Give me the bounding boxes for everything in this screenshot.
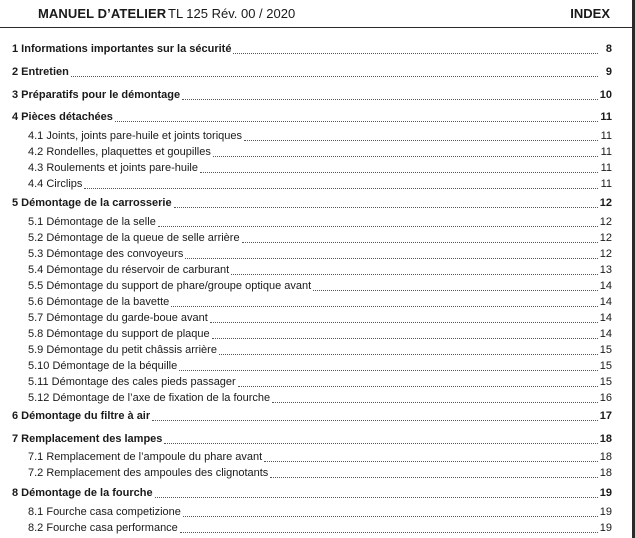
- dot-leader: [244, 140, 598, 141]
- toc-entry-5-10[interactable]: [28, 357, 612, 373]
- toc-entry-label: 6 Démontage du filtre à air: [12, 410, 151, 422]
- toc-entry-label: 4.2 Rondelles, plaquettes et goupilles: [28, 146, 211, 158]
- toc-entry-section-8[interactable]: [12, 484, 612, 500]
- toc-entry-5-12[interactable]: [28, 389, 612, 405]
- toc-entry-section-7[interactable]: [12, 430, 612, 446]
- toc-page-number: 15: [599, 344, 612, 356]
- toc-entry-4-3[interactable]: [28, 159, 612, 175]
- dot-leader: [210, 322, 598, 323]
- toc-entry-5-7[interactable]: [28, 309, 612, 325]
- toc-entry-4-1[interactable]: [28, 127, 612, 143]
- dot-leader: [200, 172, 598, 173]
- toc-entry-7-2[interactable]: [28, 464, 612, 480]
- toc-entry-label: 7.2 Remplacement des ampoules des clignotants: [28, 467, 269, 479]
- toc-page-number: 14: [599, 280, 612, 292]
- toc-entry-label: 5.7 Démontage du garde-boue avant: [28, 312, 208, 324]
- toc-page-number: 14: [599, 296, 612, 308]
- toc-entry-label: 5 Démontage de la carrosserie: [12, 197, 172, 209]
- toc-entry-label: 2 Entretien: [12, 66, 69, 78]
- toc-entry-label: 7 Remplacement des lampes: [12, 433, 163, 445]
- toc-page-number: 17: [599, 410, 612, 422]
- toc-entry-4-2[interactable]: [28, 143, 612, 159]
- toc-entry-5-5[interactable]: [28, 277, 612, 293]
- toc-page-number: 11: [600, 130, 612, 142]
- toc-entry-label: 5.9 Démontage du petit châssis arrière: [28, 344, 217, 356]
- toc-entry-7-1[interactable]: [28, 448, 612, 464]
- toc-entry-section-1[interactable]: [12, 40, 612, 56]
- dot-leader: [183, 516, 598, 517]
- toc-entry-5-8[interactable]: [28, 325, 612, 341]
- dot-leader: [270, 477, 597, 478]
- toc-entry-label: 5.8 Démontage du support de plaque: [28, 328, 210, 340]
- dot-leader: [213, 156, 598, 157]
- dot-leader: [238, 386, 598, 387]
- dot-leader: [164, 443, 597, 444]
- dot-leader: [185, 258, 597, 259]
- toc-entry-label: 4 Pièces détachées: [12, 111, 113, 123]
- toc-page-number: 19: [599, 506, 612, 518]
- dot-leader: [115, 121, 598, 122]
- toc-entry-5-1[interactable]: [28, 213, 612, 229]
- manual-title: MANUEL D’ATELIER: [38, 6, 167, 21]
- toc-entry-label: 5.6 Démontage de la bavette: [28, 296, 170, 308]
- document-reference: TL 125 Rév. 00 / 2020: [168, 6, 296, 21]
- dot-leader: [71, 76, 598, 77]
- toc-entry-5-4[interactable]: [28, 261, 612, 277]
- toc-page-number: 9: [605, 66, 612, 78]
- dot-leader: [158, 226, 598, 227]
- toc-page-number: 11: [600, 178, 612, 190]
- toc-page-number: 14: [599, 328, 612, 340]
- toc-page-number: 18: [599, 451, 612, 463]
- toc-entry-section-5[interactable]: [12, 194, 612, 210]
- dot-leader: [179, 370, 598, 371]
- toc-entry-label: 5.5 Démontage du support de phare/groupe optique avant: [28, 280, 312, 292]
- toc-entry-label: 8.2 Fourche casa performance: [28, 522, 178, 534]
- toc-page-number: 12: [599, 197, 612, 209]
- toc-entry-label: 3 Préparatifs pour le démontage: [12, 89, 181, 101]
- dot-leader: [212, 338, 598, 339]
- toc-entry-label: 5.11 Démontage des cales pieds passager: [28, 376, 236, 388]
- toc-entry-label: 4.4 Circlips: [28, 178, 83, 190]
- toc-entry-label: 7.1 Remplacement de l’ampoule du phare avant: [28, 451, 263, 463]
- toc-page-number: 14: [599, 312, 612, 324]
- dot-leader: [233, 53, 598, 54]
- toc-page-number: 15: [599, 360, 612, 372]
- toc-entry-5-9[interactable]: [28, 341, 612, 357]
- toc-entry-label: 4.1 Joints, joints pare-huile et joints toriques: [28, 130, 243, 142]
- index-label: INDEX: [570, 6, 610, 21]
- toc-page-number: 13: [599, 264, 612, 276]
- dot-leader: [313, 290, 598, 291]
- toc-page-number: 11: [600, 111, 612, 123]
- toc-entry-label: 5.3 Démontage des convoyeurs: [28, 248, 184, 260]
- toc-entry-label: 1 Informations importantes sur la sécurité: [12, 43, 232, 55]
- toc-page-number: 18: [599, 433, 612, 445]
- dot-leader: [180, 532, 598, 533]
- toc-entry-section-4[interactable]: [12, 108, 612, 124]
- dot-leader: [152, 420, 598, 421]
- toc-page-number: 15: [599, 376, 612, 388]
- toc-entry-label: 5.1 Démontage de la selle: [28, 216, 156, 228]
- toc-page-number: 18: [599, 467, 612, 479]
- toc-page-number: 11: [600, 162, 612, 174]
- dot-leader: [264, 461, 598, 462]
- toc-entry-label: 5.4 Démontage du réservoir de carburant: [28, 264, 230, 276]
- dot-leader: [182, 99, 598, 100]
- dot-leader: [231, 274, 598, 275]
- toc-entry-5-3[interactable]: [28, 245, 612, 261]
- toc-entry-label: 5.10 Démontage de la béquille: [28, 360, 178, 372]
- toc-entry-5-6[interactable]: [28, 293, 612, 309]
- toc-page-number: 12: [599, 248, 612, 260]
- toc-page-number: 8: [605, 43, 612, 55]
- toc-page-number: 12: [599, 232, 612, 244]
- dot-leader: [242, 242, 598, 243]
- toc-entry-label: 8 Démontage de la fourche: [12, 487, 153, 499]
- dot-leader: [272, 402, 598, 403]
- toc-entry-section-2[interactable]: [12, 63, 612, 79]
- toc-entry-5-11[interactable]: [28, 373, 612, 389]
- dot-leader: [84, 188, 598, 189]
- toc-entry-8-2[interactable]: [28, 519, 612, 535]
- toc-page-number: 11: [600, 146, 612, 158]
- toc-entry-section-6[interactable]: [12, 407, 612, 423]
- toc-entry-4-4[interactable]: [28, 175, 612, 191]
- dot-leader: [219, 354, 598, 355]
- toc-page-number: 10: [599, 89, 612, 101]
- dot-leader: [171, 306, 597, 307]
- toc-entry-5-2[interactable]: [28, 229, 612, 245]
- toc-entry-label: 5.12 Démontage de l’axe de fixation de la fourche: [28, 392, 271, 404]
- toc-page-number: 16: [599, 392, 612, 404]
- dot-leader: [174, 207, 598, 208]
- toc-page-number: 19: [599, 522, 612, 534]
- toc-entry-label: 4.3 Roulements et joints pare-huile: [28, 162, 198, 174]
- toc-entry-section-3[interactable]: [12, 86, 612, 102]
- toc-page-number: 12: [599, 216, 612, 228]
- toc-entry-8-1[interactable]: [28, 503, 612, 519]
- toc-page-number: 19: [599, 487, 612, 499]
- toc-entry-label: 8.1 Fourche casa competizione: [28, 506, 181, 518]
- dot-leader: [155, 497, 598, 498]
- toc-entry-label: 5.2 Démontage de la queue de selle arrière: [28, 232, 240, 244]
